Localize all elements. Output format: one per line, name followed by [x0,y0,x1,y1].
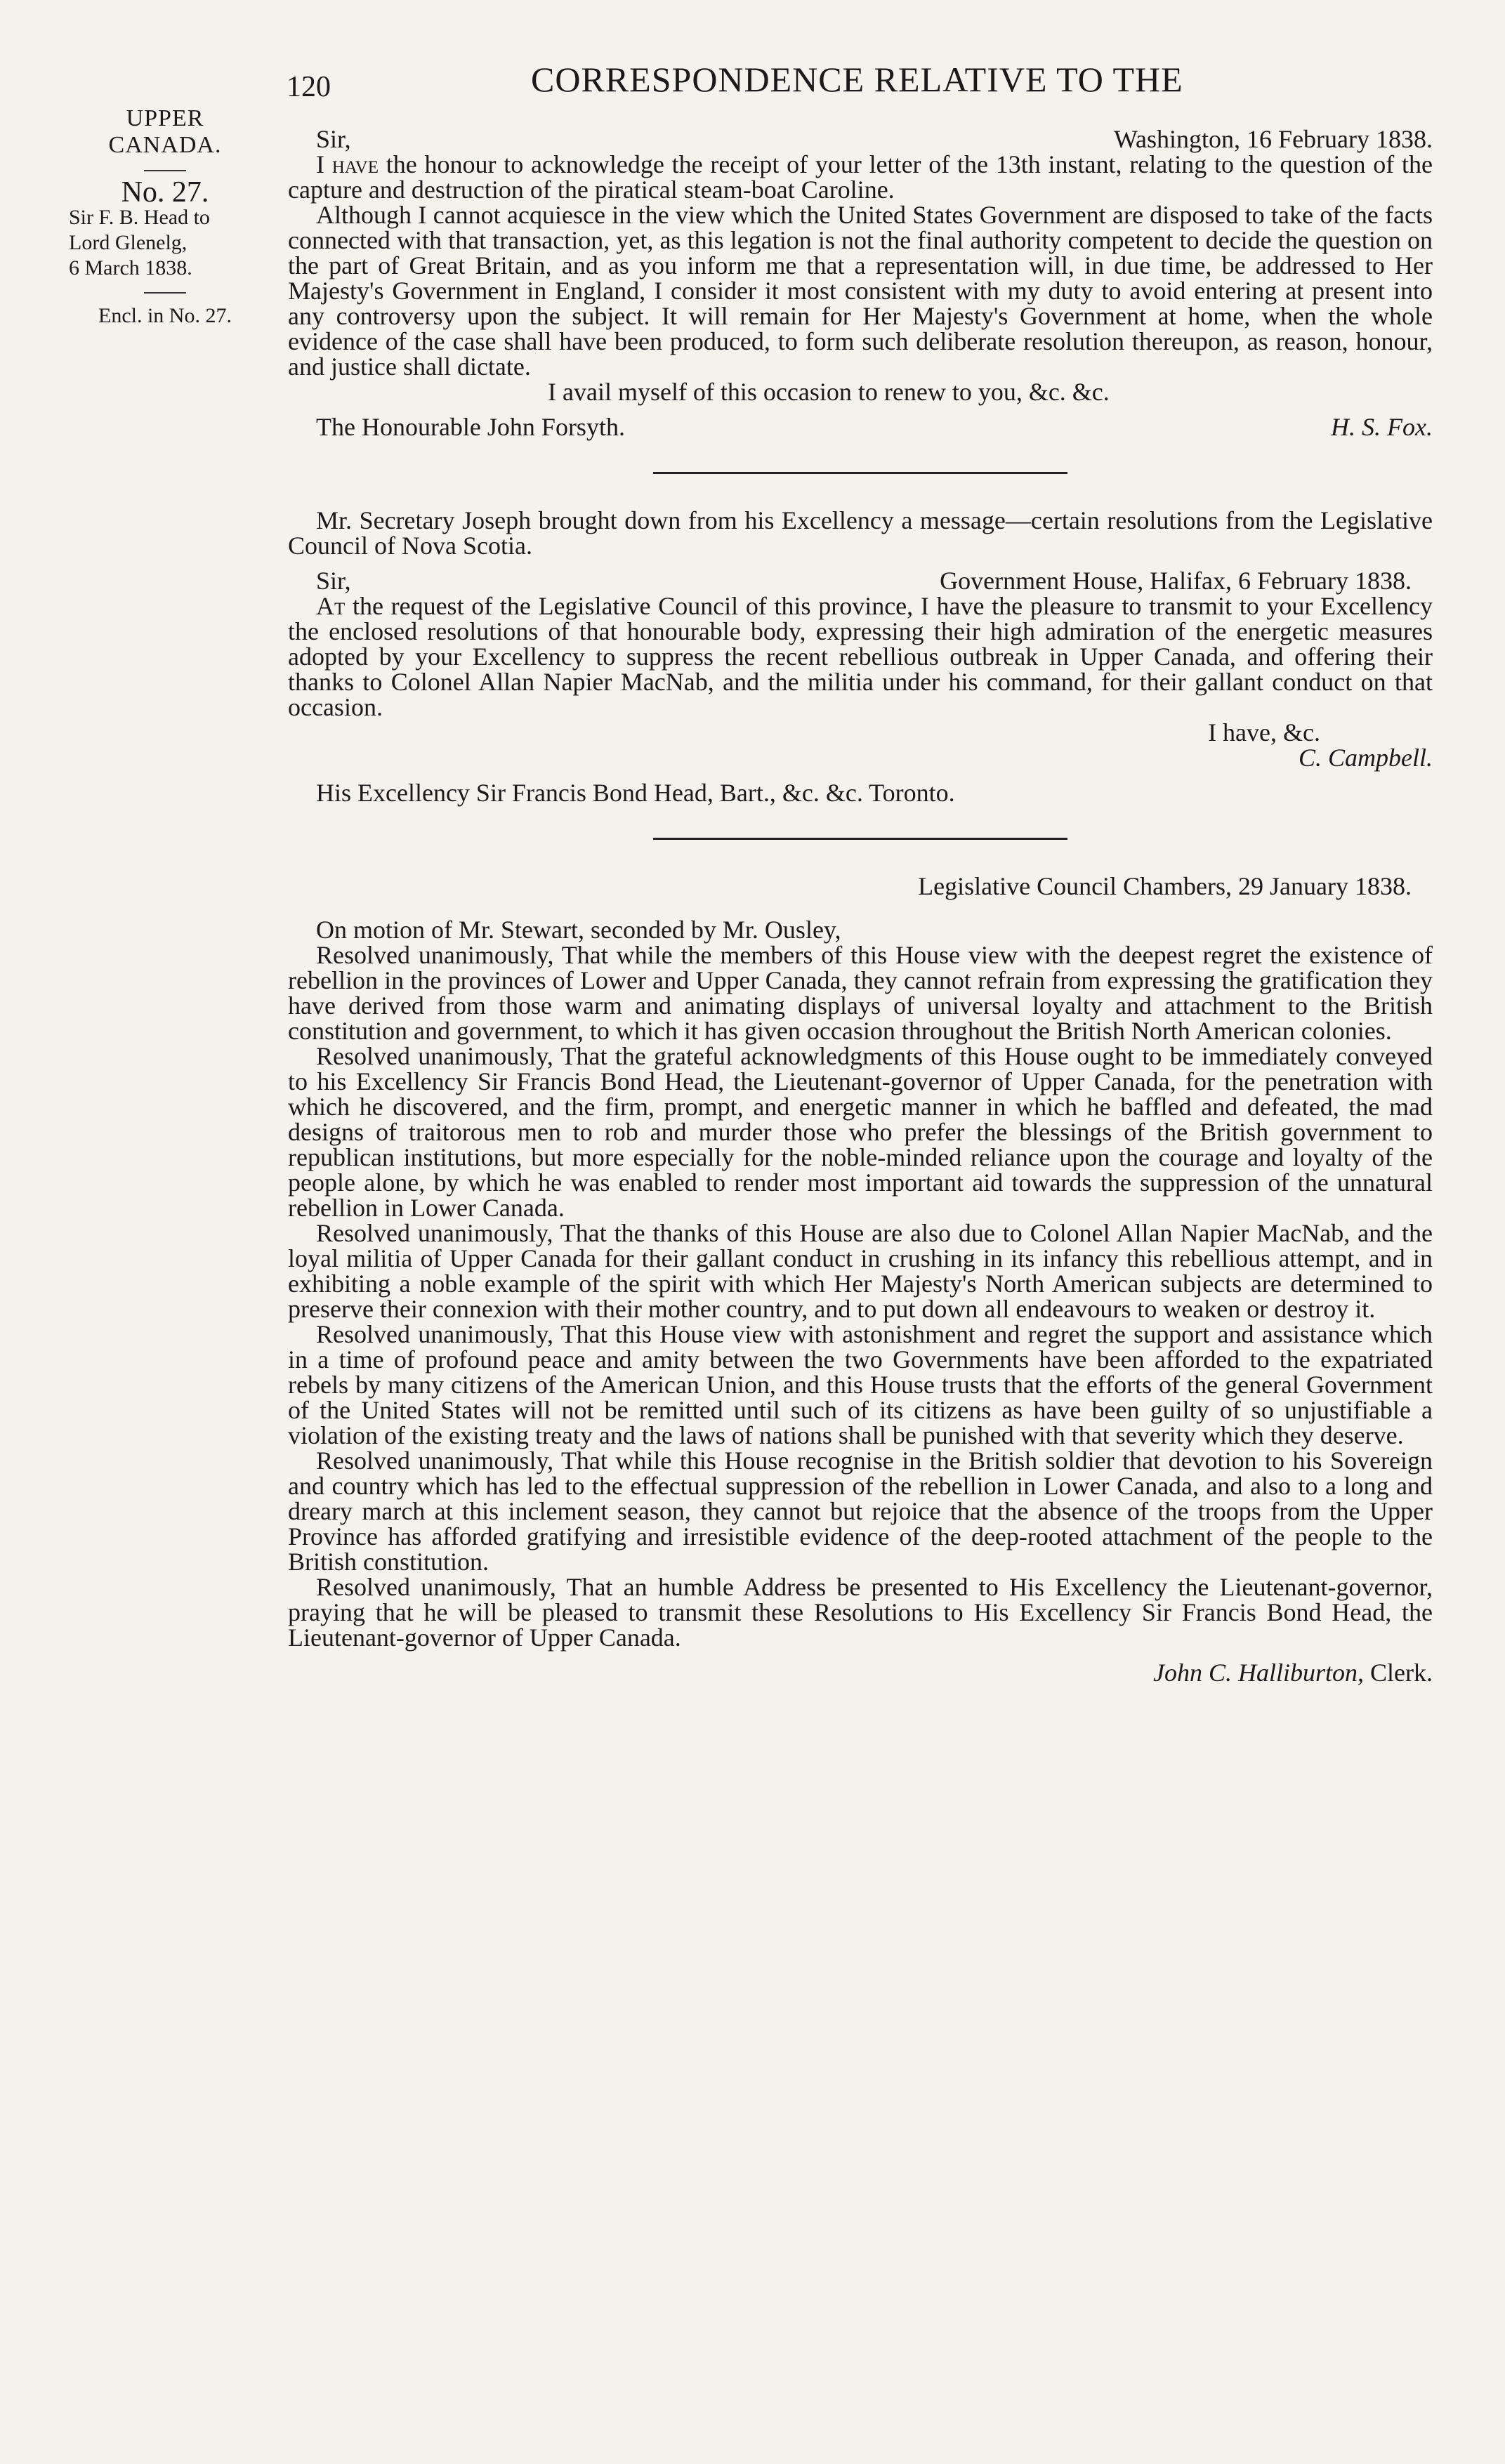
letter1-closing: I avail myself of this occasion to renew to you, &c. &c. [548,378,1110,406]
letter1-footer [288,414,1433,440]
resolutions-motion: On motion of Mr. Stewart, seconded by Mr. Ousley, [316,916,841,944]
margin-number: No. 27. [121,176,209,209]
letter2-dateline: Government House, Halifax, 6 February 1838. [940,567,1412,595]
margin-dispatch-line3: 6 March 1838. [69,256,192,279]
letter2-paragraph [288,593,1433,720]
letter1-opening: I have [316,150,379,178]
margin-dispatch-line1: Sir F. B. Head to [69,206,210,229]
letter2-header [288,568,1433,593]
margin-enclosure: Encl. in No. 27. [98,304,232,327]
section-divider-2 [653,838,1067,840]
resolution-6: Resolved unanimously, That an humble Address be presented to His Excellency the Lieutenant-governor, praying that he will be pleased to transmit these Resolutions to His Excellency Sir Francis Bond Head, the Lieutenant-governor of Upper Canada. [288,1573,1433,1652]
resolution-2: Resolved unanimously, That the grateful acknowledgments of this House ought to be immediately conveyed to his Excellency Sir Francis Bond Head, the Lieutenant-governor of Upper Canada, for the penetration with which he discovered, and the firm, prompt, and energetic manner in which he baffled and defeated, the mad designs of traitorous men to rob and murder those who prefer the blessings of the British government to republican institutions, but more especially for the noble-minded reliance upon the courage and loyalty of the people alone, by which he was enabled to render most important aid towards the suppression of the unnatural rebellion in Lower Canada. [288,1042,1433,1222]
letter2-salutation: Sir, [316,567,351,595]
letter1-salutation: Sir, [316,125,351,153]
margin-section-line2: CANADA. [108,132,222,158]
letter1-signature: H. S. Fox. [1331,413,1433,441]
margin-section-line1: UPPER [126,105,204,131]
resolutions-signature-line [288,1660,1433,1685]
letter2-closing: I have, &c. [1208,718,1320,746]
resolutions-signature: John C. Halliburton, [1153,1659,1365,1687]
letter2-addressee: His Excellency Sir Francis Bond Head, Bart., &c. &c. Toronto. [316,779,955,807]
margin-rule-2 [144,292,186,294]
running-title: CORRESPONDENCE RELATIVE TO THE [531,60,1183,99]
letter1-header [288,126,1433,152]
resolution-5: Resolved unanimously, That while this House recognise in the British soldier that devotion to his Sovereign and country which has led to the effectual suppression of the rebellion in Lower Canada, and also to a long and dreary march at this inclement season, they cannot but rejoice that the absence of the troops from the Upper Province has afforded gratifying and irresistible evidence of the deep-rooted attachment of the people to the British constitution. [288,1447,1433,1576]
letter1-addressee: The Honourable John Forsyth. [316,413,625,441]
message-intro: Mr. Secretary Joseph brought down from his Excellency a message—certain resolutions from the Legislative Council of Nova Scotia. [288,506,1433,560]
section-divider-1 [653,472,1067,474]
letter1-paragraph-1-text: the honour to acknowledge the receipt of your letter of the 13th instant, relating to the question of the capture and destruction of the piratical steam-boat Caroline. [288,150,1433,204]
resolutions-dateline: Legislative Council Chambers, 29 January 1838. [918,872,1412,900]
letter2-paragraph-text: the request of the Legislative Council of this province, I have the pleasure to transmit to your Excellency the enclosed resolutions of that honourable body, expressing their high admiration of the energetic measures adopted by your Excellency to suppress the recent rebellious outbreak in Upper Canada, and offering their thanks to Colonel Allan Napier MacNab, and the militia under his command, for their gallant conduct on that occasion. [288,592,1433,721]
resolution-1: Resolved unanimously, That while the members of this House view with the deepest regret the existence of rebellion in the provinces of Lower and Upper Canada, they cannot refrain from expressing the gratification they have derived from those warm and animating displays of universal loyalty and attachment to the British constitution and government, to which it has given occasion throughout the British North American colonies. [288,941,1433,1045]
letter1-paragraph-1 [288,152,1433,202]
letter2-opening: At [316,592,346,620]
resolutions-signature-title: Clerk. [1370,1659,1433,1687]
margin-rule [144,170,186,171]
resolution-3: Resolved unanimously, That the thanks of this House are also due to Colonel Allan Napier MacNab, and the loyal militia of Upper Canada for their gallant conduct in crushing in its infancy this rebellious attempt, and in exhibiting a noble example of the spirit with which Her Majesty's North American subjects are determined to preserve their connexion with their mother country, and to put down all endeavours to weaken or destroy it. [288,1219,1433,1323]
letter1-dateline: Washington, 16 February 1838. [1113,125,1433,153]
resolution-4: Resolved unanimously, That this House view with astonishment and regret the support and assistance which in a time of profound peace and amity between the two Governments have been afforded to the expatriated rebels by many citizens of the American Union, and this House trusts that the efforts of the general Government of the United States will not be remitted until such of its citizens as have been guilty of so unjustifiable a violation of the existing treaty and the laws of nations shall be punished with that severity which they deserve. [288,1320,1433,1449]
margin-dispatch-line2: Lord Glenelg, [69,231,188,254]
margin-notes [63,105,267,329]
letter1-paragraph-2: Although I cannot acquiesce in the view which the United States Government are disposed to take of the facts connected with that transaction, yet, as this legation is not the final authority competent to decide the question on the part of Great Britain, and as you inform me that a representation will, in due time, be addressed to Her Majesty's Government in England, I consider it most consistent with my duty to avoid entering at present into any controversy upon the subject. It will remain for Her Majesty's Government at home, when the whole evidence of the case shall have been produced, to form such deliberate resolution thereupon, as reason, honour, and justice shall dictate. [288,201,1433,381]
main-text [288,126,1433,1685]
letter2-signature: C. Campbell. [1298,744,1433,772]
page-number: 120 [287,71,331,103]
